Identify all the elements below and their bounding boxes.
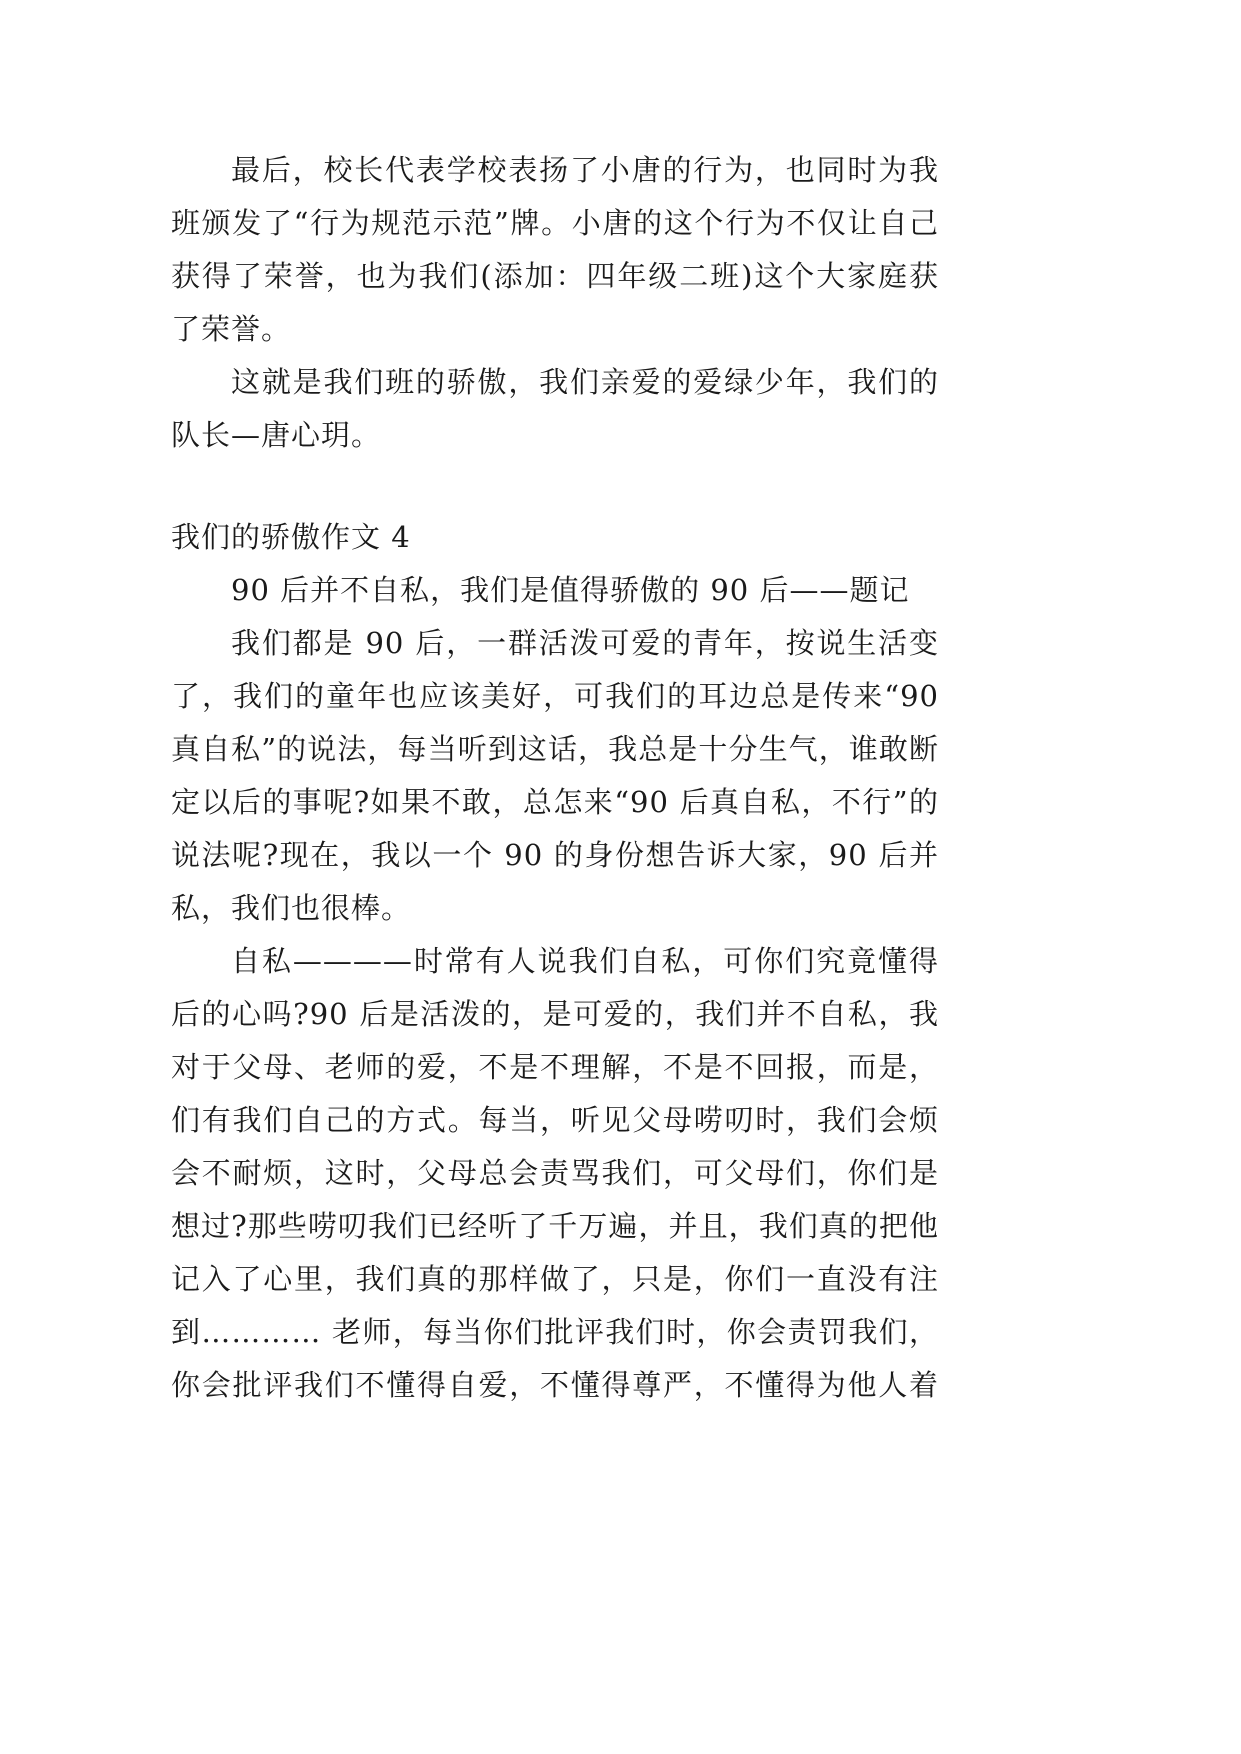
paragraph-line: 们有我们自己的方式。每当，听见父母唠叨时，我们会烦 [171,1103,939,1137]
paragraph-line: 班颁发了“行为规范示范”牌。小唐的这个行为不仅让自己 [171,206,939,240]
paragraph-line: 记入了心里，我们真的那样做了，只是，你们一直没有注 [171,1262,939,1296]
paragraph-line: 真自私”的说法，每当听到这话，我总是十分生气，谁敢断 [171,732,939,766]
paragraph-line: 自私————时常有人说我们自私，可你们究竟懂得 [231,944,939,978]
paragraph-line: 想过?那些唠叨我们已经听了千万遍，并且，我们真的把他 [171,1209,939,1243]
section-heading: 我们的骄傲作文 4 [171,520,411,554]
paragraph-line: 最后，校长代表学校表扬了小唐的行为，也同时为我 [231,153,939,187]
paragraph-line: 了荣誉。 [171,312,292,346]
paragraph-line: 队长—唐心玥。 [171,418,382,452]
paragraph-line: 我们都是 90 后，一群活泼可爱的青年，按说生活变 [231,626,939,660]
paragraph-line: 定以后的事呢?如果不敢，总怎来“90 后真自私，不行”的 [171,785,939,819]
paragraph-line: 获得了荣誉，也为我们(添加：四年级二班)这个大家庭获 [171,259,939,293]
paragraph-line: 私，我们也很棒。 [171,891,412,925]
paragraph-line: 这就是我们班的骄傲，我们亲爱的爱绿少年，我们的 [231,365,939,399]
epigraph-line: 90 后并不自私，我们是值得骄傲的 90 后——题记 [231,573,910,607]
paragraph-line: 说法呢?现在，我以一个 90 的身份想告诉大家，90 后并 [171,838,939,872]
paragraph-line: 你会批评我们不懂得自爱，不懂得尊严，不懂得为他人着 [171,1368,939,1402]
paragraph-line: 了，我们的童年也应该美好，可我们的耳边总是传来“90 [171,679,939,713]
paragraph-line: 对于父母、老师的爱，不是不理解，不是不回报，而是， [171,1050,939,1084]
paragraph-line: 到………… 老师，每当你们批评我们时，你会责罚我们， [171,1315,939,1349]
paragraph-line: 后的心吗?90 后是活泼的，是可爱的，我们并不自私，我 [171,997,939,1031]
paragraph-line: 会不耐烦，这时，父母总会责骂我们，可父母们，你们是 [171,1156,939,1190]
